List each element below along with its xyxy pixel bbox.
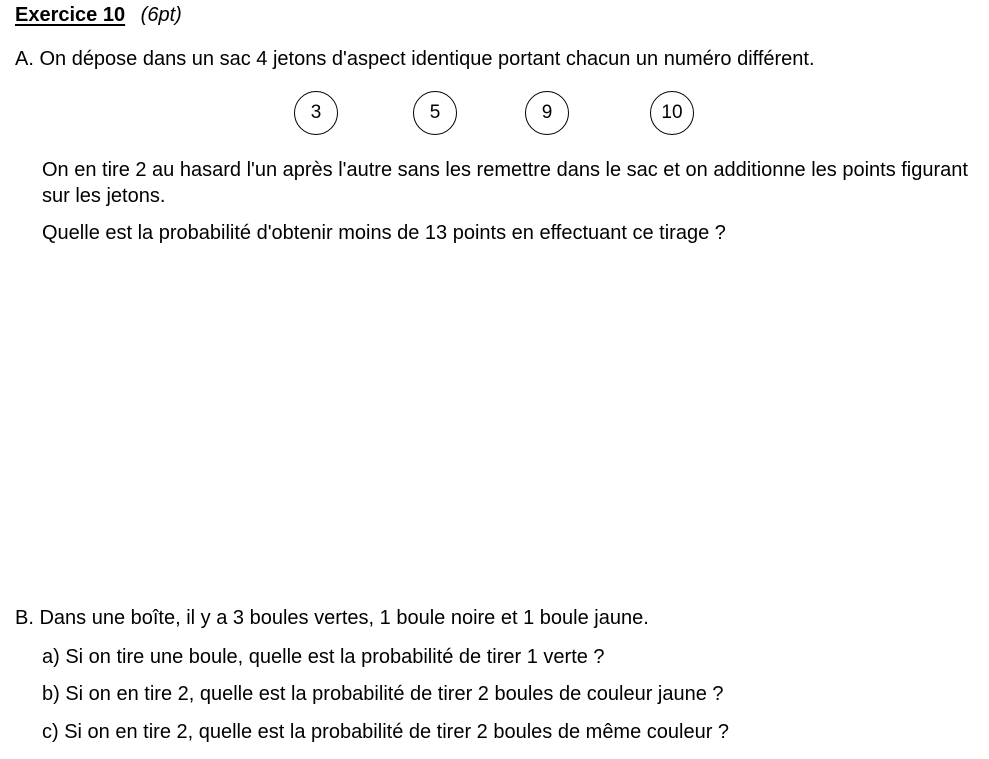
part-b-question-b: b) Si on en tire 2, quelle est la probabilité de tirer 2 boules de couleur jaune ? [42,683,724,705]
token-5: 5 [413,91,457,135]
exercise-points: (6pt) [140,4,182,26]
part-a-question: Quelle est la probabilité d'obtenir moins de 13 points en effectuant ce tirage ? [42,222,726,244]
token-9: 9 [525,91,569,135]
exercise-title: Exercice 10 [15,4,126,26]
part-b-intro: B. Dans une boîte, il y a 3 boules vertes, 1 boule noire et 1 boule jaune. [15,607,649,629]
part-a-draw-text: On en tire 2 au hasard l'un après l'autre sans les remettre dans le sac et on additionne les points figurant sur les jetons. [42,159,968,207]
part-b-question-c: c) Si on en tire 2, quelle est la probabilité de tirer 2 boules de même couleur ? [42,721,730,743]
token-10: 10 [650,91,694,135]
part-a-intro: A. On dépose dans un sac 4 jetons d'aspect identique portant chacun un numéro différent. [15,48,815,70]
part-b-question-a: a) Si on tire une boule, quelle est la probabilité de tirer 1 verte ? [42,646,605,668]
exercise-header [15,3,182,27]
token-3: 3 [294,91,338,135]
